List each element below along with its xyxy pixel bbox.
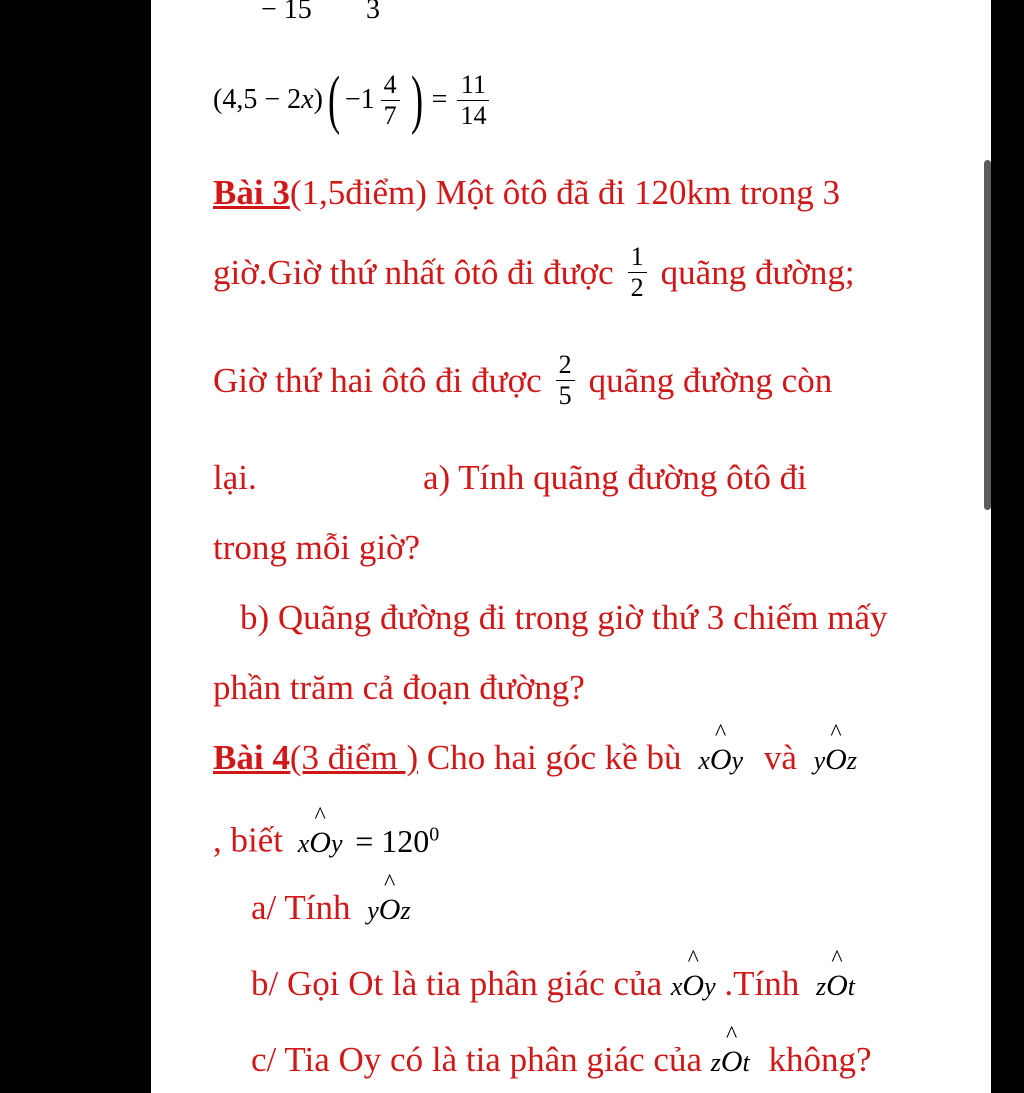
bai3-label: Bài 3 (213, 173, 290, 212)
bai3-line-3-pre: Giờ thứ hai ôtô đi được (213, 360, 542, 400)
cutoff-right-number: 3 (366, 0, 380, 25)
bai3-line-1 (213, 173, 840, 213)
bai4-part-c (251, 1022, 872, 1083)
angle-xoy: xO ^ y (698, 720, 744, 776)
bai3-line-3-post: quãng đường còn (588, 360, 833, 400)
mixed-denominator: 7 (383, 100, 397, 130)
fraction-2-numerator: 2 (556, 350, 575, 381)
bai4-line-1 (213, 720, 857, 781)
angle-zot: zO ^ t (710, 1022, 750, 1078)
bai3-line-4a: lại. (213, 458, 257, 497)
bai4-part-b (251, 946, 856, 1007)
angle-xoy: xO ^ y (670, 946, 716, 1002)
right-paren-icon: ) (410, 63, 423, 136)
angle-value: = $120^0$ (355, 822, 440, 859)
fraction-two-fifths (556, 350, 575, 411)
bai4-part-b-mid: .Tính (724, 964, 800, 1003)
equation-variable: x (301, 84, 314, 115)
bai4-label: Bài 4 (213, 738, 290, 777)
bai4-part-c-end: không? (768, 1040, 872, 1079)
equation-equals: = (431, 84, 448, 115)
equation-rhs-fraction (457, 70, 489, 131)
bai4-part-a (251, 870, 411, 931)
angle-xoy: xO ^ y (297, 802, 343, 859)
angle-yoz: yO ^ z (367, 870, 411, 926)
document-page (151, 0, 991, 1093)
bai3-line-2-pre: giờ.Giờ thứ nhất ôtô đi được (213, 252, 614, 292)
bai3-line-5: trong mỗi giờ? (213, 528, 421, 567)
bai4-part-b-text: b/ Gọi Ot là tia phân giác của (251, 964, 663, 1003)
equation-lhs: (4,5 − 2 (213, 84, 302, 115)
bai4-points: (3 điểm ) (289, 738, 419, 777)
bai3-line-3 (213, 350, 832, 411)
bai3-line-4b: a) Tính quãng đường ôtô đi (423, 458, 807, 497)
rhs-numerator: 11 (457, 70, 489, 101)
bai4-and: và (763, 738, 797, 777)
equation-mixed-fraction (381, 70, 400, 131)
bai3-line-1-text: (1,5điểm) Một ôtô đã đi 120km trong 3 (289, 173, 841, 212)
mixed-numerator: 4 (381, 70, 400, 101)
bai4-part-a-text: a/ Tính (251, 888, 351, 927)
fraction-1-numerator: 1 (628, 242, 647, 273)
bai4-part-c-text: c/ Tia Oy có là tia phân giác của (251, 1040, 702, 1079)
left-paren-icon: ( (327, 63, 340, 136)
cutoff-left-number: − 15 (261, 0, 312, 25)
scrollbar-thumb[interactable] (984, 160, 991, 510)
fraction-2-denominator: 5 (558, 381, 572, 410)
equation-close-paren: ) (313, 84, 323, 115)
rhs-denominator: 14 (460, 100, 487, 130)
equation-mixed-prefix: −1 (344, 84, 375, 115)
fraction-one-half (628, 242, 647, 303)
bai3-line-7: phần trăm cả đoạn đường? (213, 668, 585, 707)
bai3-line-2-post: quãng đường; (660, 252, 855, 292)
bai4-line-2-text: , biết (213, 820, 283, 860)
fraction-1-denominator: 2 (630, 273, 644, 302)
angle-zot: zO ^ t (816, 946, 856, 1002)
bai4-line-1-text: Cho hai góc kề bù (418, 738, 682, 777)
bai3-line-2 (213, 242, 855, 303)
bai4-line-2 (213, 802, 440, 864)
equation (213, 60, 495, 140)
angle-yoz: yO ^ z (813, 720, 857, 776)
bai3-line-6: b) Quãng đường đi trong giờ thứ 3 chiếm mấy (240, 598, 888, 637)
